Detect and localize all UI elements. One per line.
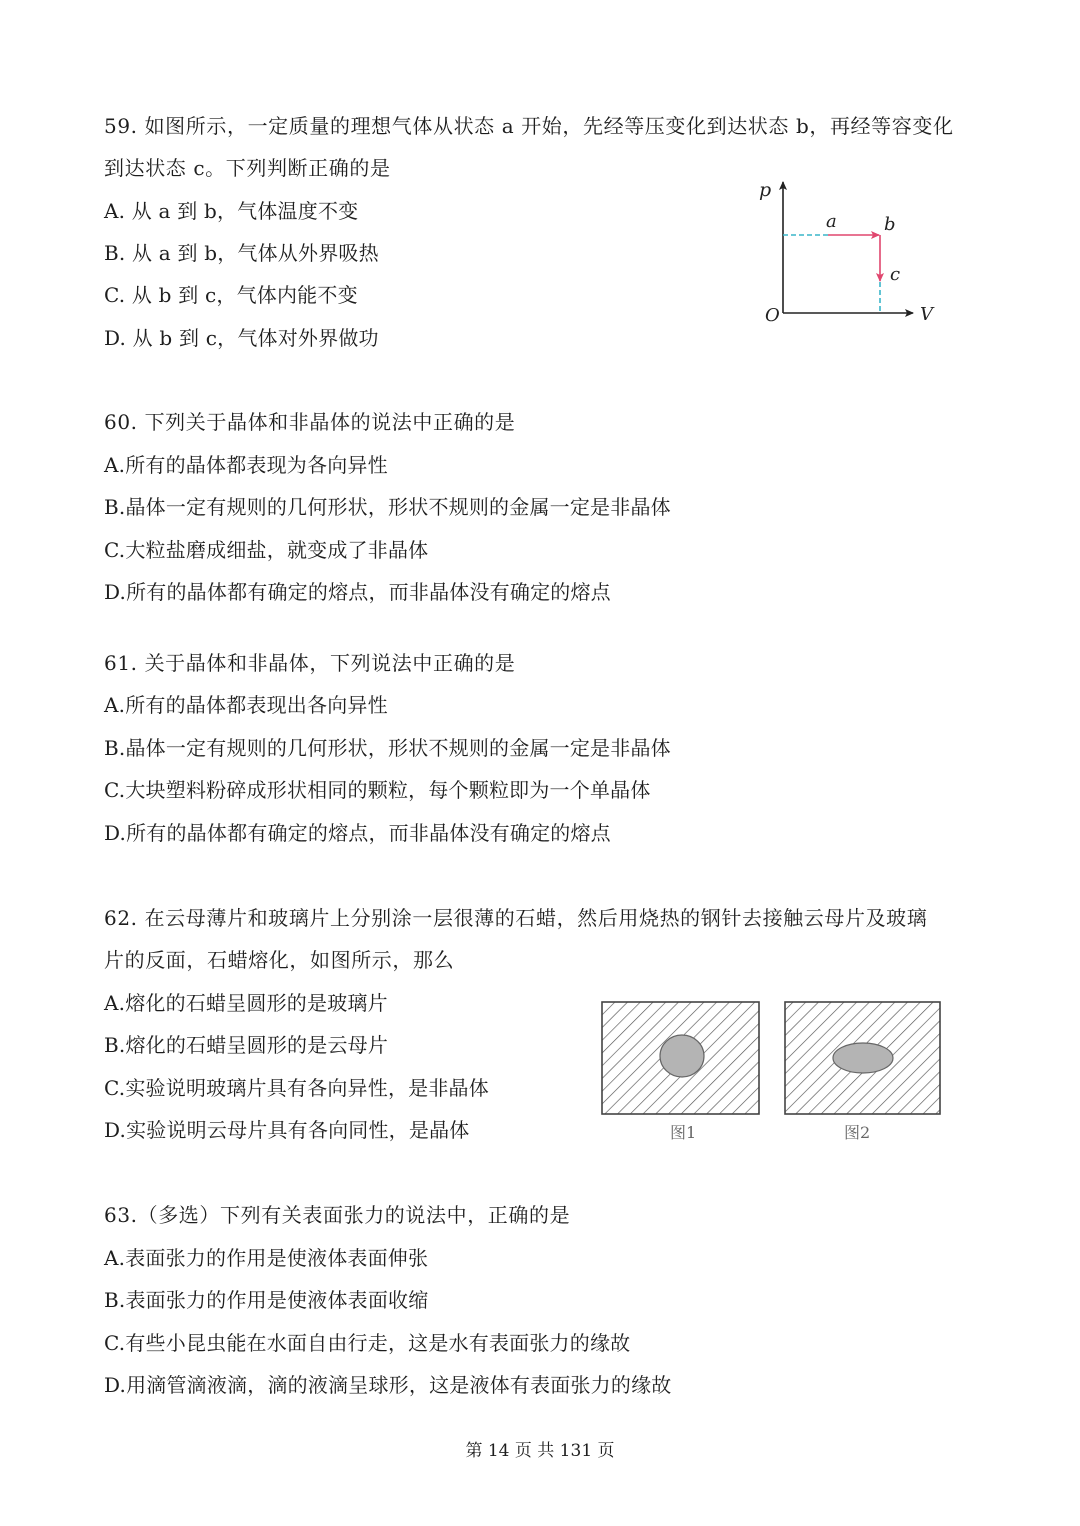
state-a-label: a	[826, 211, 837, 232]
question-63-option-a: A.表面张力的作用是使液体表面伸张	[104, 1246, 429, 1270]
question-63-option-c: C.有些小昆虫能在水面自由行走，这是水有表面张力的缘故	[104, 1331, 631, 1355]
question-61-option-c: C.大块塑料粉碎成形状相同的颗粒，每个颗粒即为一个单晶体	[104, 778, 651, 802]
state-b-label: b	[884, 214, 896, 235]
question-59-option-c: C. 从 b 到 c，气体内能不变	[104, 283, 358, 307]
elliptical-wax-spot	[833, 1043, 893, 1073]
question-60-option-a: A.所有的晶体都表现为各向异性	[104, 453, 388, 477]
pv-diagram	[750, 172, 950, 332]
question-60-line-1: 60. 下列关于晶体和非晶体的说法中正确的是	[104, 410, 516, 434]
fig2-label: 图2	[844, 1123, 871, 1142]
question-62-option-b: B.熔化的石蜡呈圆形的是云母片	[104, 1033, 389, 1057]
question-63-line-1: 63.（多选）下列有关表面张力的说法中，正确的是	[104, 1203, 571, 1227]
question-60-option-c: C.大粒盐磨成细盐，就变成了非晶体	[104, 538, 429, 562]
question-60-option-b: B.晶体一定有规则的几何形状，形状不规则的金属一定是非晶体	[104, 495, 671, 519]
question-63-option-b: B.表面张力的作用是使液体表面收缩	[104, 1288, 429, 1312]
question-59-line-2: 到达状态 c。下列判断正确的是	[104, 156, 391, 180]
question-62-line-2: 片的反面，石蜡熔化，如图所示，那么	[104, 948, 455, 972]
question-63-option-d: D.用滴管滴液滴，滴的液滴呈球形，这是液体有表面张力的缘故	[104, 1373, 672, 1397]
question-59-option-a: A. 从 a 到 b，气体温度不变	[104, 199, 359, 223]
origin-label: O	[765, 305, 780, 326]
page-footer: 第 14 页 共 131 页	[465, 1441, 615, 1461]
p-axis-label: p	[759, 179, 772, 201]
question-59-line-1: 59. 如图所示，一定质量的理想气体从状态 a 开始，先经等压变化到达状态 b，再经等容变化	[104, 114, 954, 138]
question-62-line-1: 62. 在云母薄片和玻璃片上分别涂一层很薄的石蜡，然后用烧热的钢针去接触云母片及玻璃	[104, 906, 928, 930]
question-61-option-b: B.晶体一定有规则的几何形状，形状不规则的金属一定是非晶体	[104, 736, 671, 760]
state-c-label: c	[890, 264, 901, 285]
question-61-line-1: 61. 关于晶体和非晶体，下列说法中正确的是	[104, 651, 516, 675]
round-wax-spot	[660, 1035, 704, 1077]
wax-melting-figure	[596, 995, 952, 1147]
question-62-option-d: D.实验说明云母片具有各向同性，是晶体	[104, 1118, 470, 1142]
question-61-option-d: D.所有的晶体都有确定的熔点，而非晶体没有确定的熔点	[104, 821, 611, 845]
question-61-option-a: A.所有的晶体都表现出各向异性	[104, 693, 388, 717]
question-59-option-d: D. 从 b 到 c，气体对外界做功	[104, 326, 379, 350]
question-62-option-a: A.熔化的石蜡呈圆形的是玻璃片	[104, 991, 388, 1015]
v-axis-label: V	[920, 304, 933, 325]
fig1-label: 图1	[670, 1123, 697, 1142]
question-59-option-b: B. 从 a 到 b，气体从外界吸热	[104, 241, 379, 265]
question-60-option-d: D.所有的晶体都有确定的熔点，而非晶体没有确定的熔点	[104, 580, 611, 604]
question-62-option-c: C.实验说明玻璃片具有各向异性，是非晶体	[104, 1076, 489, 1100]
